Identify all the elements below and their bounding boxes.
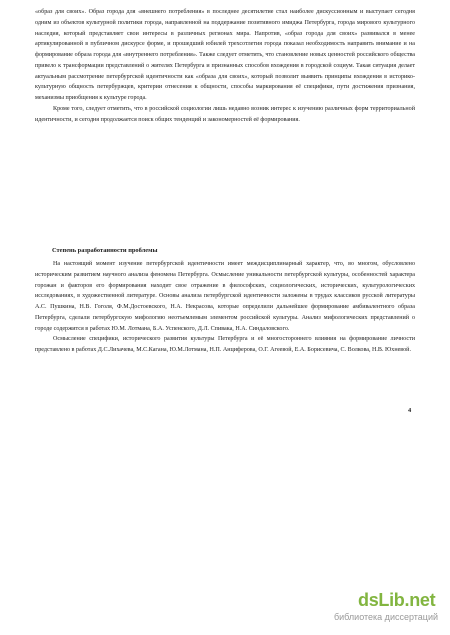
body-text-bottom xyxy=(35,259,415,356)
paragraph-continued: «образ для своих». Образ города для «внешнего потребления» в последнее десятилетие стал наиболее дискуссионным и выступает сегодня одним из объектов культурной политики города, направленной на поддержание позитивного имиджа Петербурга, города мирового культурного наследия, который представляет свои интересы в различных регионах мира. Напротив, «образ города для своих» развивался в менее артикулированной в публичном дискурсе форме, и прошедший юбилей трехсотлетия города показал необходимость направить внимание и на формирование образа города для «внутреннего потребления». Также следует отметить, что становление новых ценностей российского общества привело к трансформации представлений о жителях Петербурга и признанных способов вхождения в городской социум. Такая ситуация делает актуальным рассмотрение петербургской идентичности как «образа для своих», который позволит выявить принципы вхождения в историко-культурную общность петербуржцев, критерии отнесения к общности, способы маркирования её специфики, пути достижения признания, механизмы приобщения к культуре города. xyxy=(35,9,415,101)
watermark xyxy=(330,590,442,626)
paragraph: На настоящий момент изучение петербургской идентичности имеет междисциплинарный характер, что, во многом, обусловлено историческим развитием научного анализа феномена Петербурга. Осмысление уникальности петербургской культуры, особенностей характера горожан и факторов его формирования находит свое отражение в философских, социологических, исторических, культурологических исследованиях, в художественной литературе. Основы анализа петербургской идентичности заложены в трудах классиков русской литературы А.С. Пушкина, Н.В. Гоголя, Ф.М.Достоевского, Н.А. Некрасова, которые определили дальнейшее формирование амбивалентного образа Петербурга, сделали петербургскую мифологию неотъемлемым элементом российской культуры. Анализ мифологических представлений о городе содержится в работах Ю.М. Лотмана, Б.А. Успенского, Д.Л. Спивака, Н.А. Синдаловского. xyxy=(35,261,415,332)
body-text-top xyxy=(35,7,415,125)
paragraph: Кроме того, следует отметить, что в российской социологии лишь недавно возник интерес к изучению различных форм территориальной идентичности, и сегодня продолжается поиск общих тенденций и закономерностей её формирования. xyxy=(35,105,415,123)
page-number: 4 xyxy=(408,407,412,414)
watermark-logo: dsLib.net xyxy=(358,590,436,610)
section-heading: Степень разработанности проблемы xyxy=(52,247,158,254)
watermark-caption: библиотека диссертаций xyxy=(334,612,439,622)
paragraph: Осмысление специфики, исторического развития культуры Петербурга и её многостороннего влияния на формирование личности представлено в работах Д.С.Лихачева, М.С.Кагана, Ю.М.Лотмана, Н.П. Анциферова, О.Г. Агеевой, Е.А. Борисевича, С. Волкова, Н.В. Юхневой. xyxy=(35,336,415,353)
